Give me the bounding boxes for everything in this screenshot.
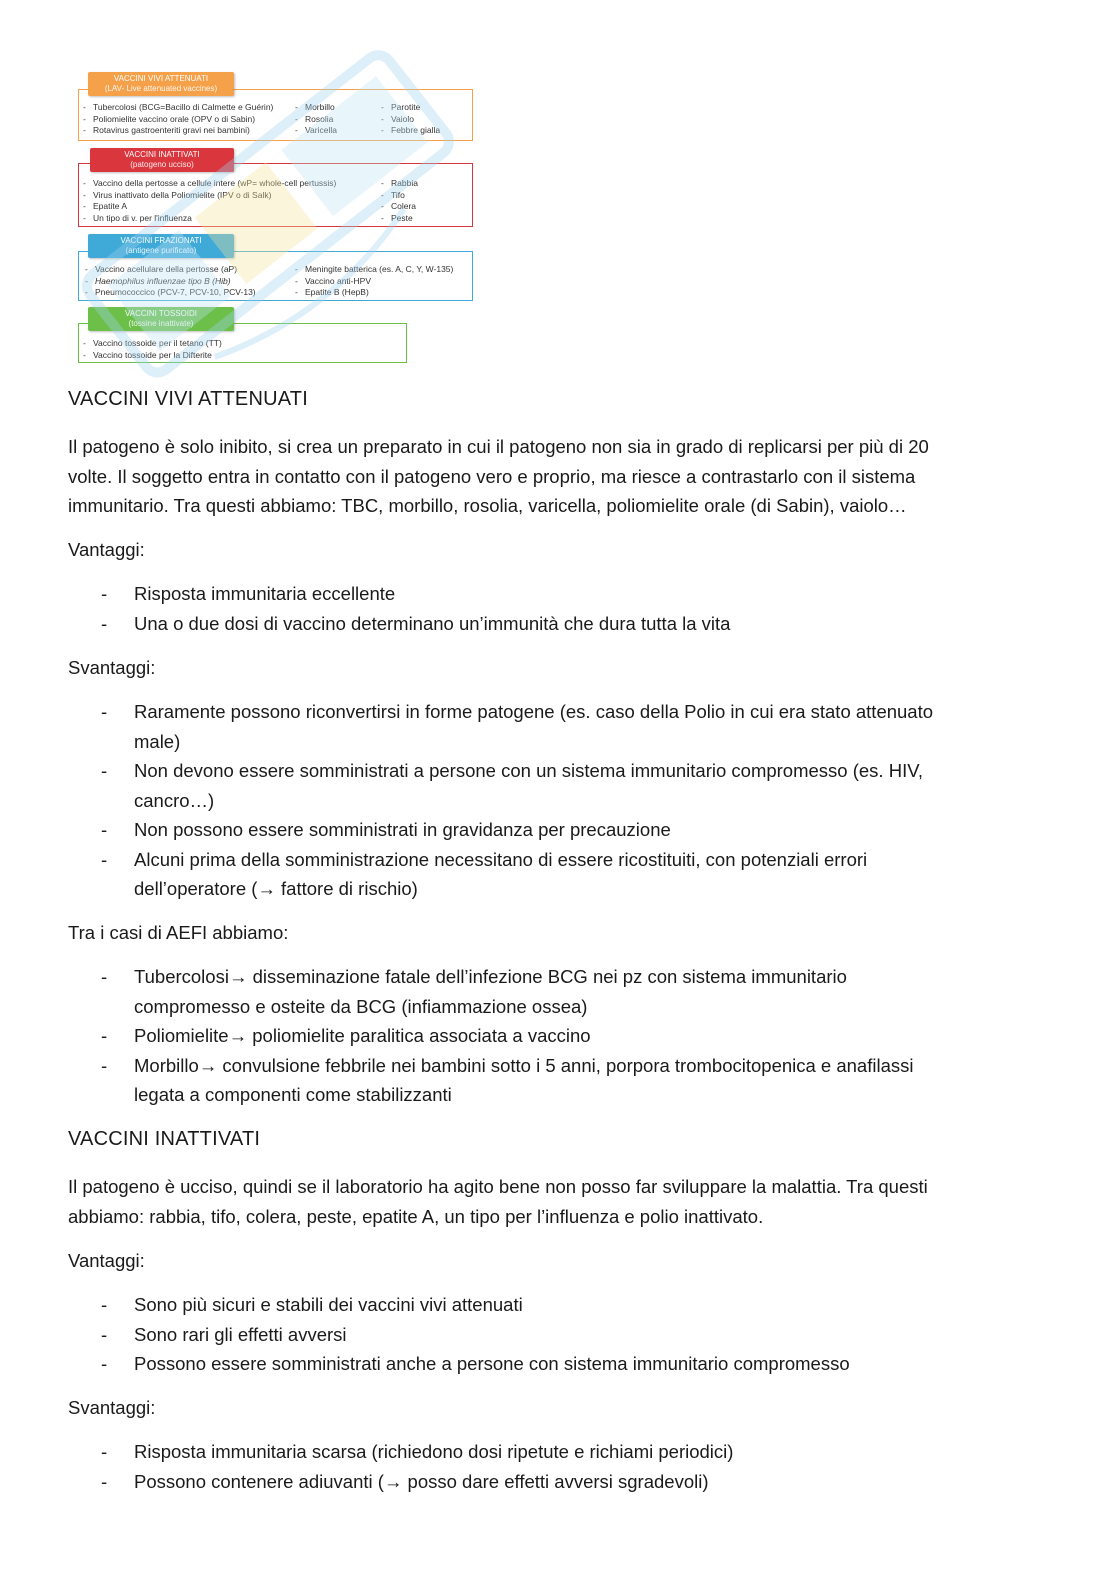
live-vaccines-box bbox=[78, 89, 473, 141]
fractional-vaccines-label bbox=[88, 234, 234, 258]
toxoid-vaccines-subtitle: (tossine inattivate) bbox=[128, 319, 194, 328]
advantages-list bbox=[68, 579, 1048, 638]
list-item: - Vaccino anti-HPV bbox=[295, 276, 453, 288]
list-item: - Rotavirus gastroenteriti gravi nei bambini) bbox=[83, 125, 273, 137]
list-item: - Poliomielite vaccino orale (OPV o di Sabin) bbox=[83, 114, 273, 126]
disadvantages-list bbox=[68, 1437, 1048, 1496]
list-item: - Possono essere somministrati anche a persone con sistema immunitario compromesso bbox=[68, 1349, 1048, 1379]
list-item bbox=[68, 697, 1048, 756]
list-item-line: - Alcuni prima della somministrazione necessitano di essere ricostituiti, con potenziali errori bbox=[134, 848, 868, 870]
list-item: - Meningite batterica (es. A, C, Y, W-135) bbox=[295, 264, 453, 276]
paragraph-line: abbiamo: rabbia, tifo, colera, peste, epatite A, un tipo per l’influenza e polio inattivato. bbox=[68, 1205, 764, 1227]
list-item: - Virus inattivato della Poliomielite (IPV o di Salk) bbox=[83, 190, 336, 202]
paragraph-line: immunitario. Tra questi abbiamo: TBC, morbillo, rosolia, varicella, poliomielite orale (di Sabin), vaiolo… bbox=[68, 495, 907, 516]
list-item bbox=[68, 962, 1048, 1021]
list-item-line: dell’operatore (→ fattore di rischio) bbox=[134, 878, 418, 899]
advantages-label: Vantaggi: bbox=[68, 539, 145, 560]
toxoid-vaccines-label bbox=[88, 307, 234, 331]
list-item: - Risposta immunitaria scarsa (richiedono dosi ripetute e richiami periodici) bbox=[68, 1437, 1048, 1467]
list-item-line: legata a componenti come stabilizzanti bbox=[134, 1084, 452, 1105]
list-item-line: - Non devono essere somministrati a persone con un sistema immunitario compromesso (es. HIV, bbox=[134, 760, 923, 781]
toxoid-vaccines-title: VACCINI TOSSOIDI bbox=[124, 309, 197, 318]
live-vaccines-subtitle: (LAV- Live attenuated vaccines) bbox=[104, 84, 218, 93]
vaccine-types-figure bbox=[76, 70, 476, 365]
list-item: - Morbillo bbox=[295, 102, 337, 114]
list-item: - Vaccino della pertosse a cellule intere (wP= whole-cell pertussis) bbox=[83, 178, 336, 190]
list-item: - Varicella bbox=[295, 125, 337, 137]
aefi-label: Tra i casi di AEFI abbiamo: bbox=[68, 922, 289, 943]
disadvantages-list bbox=[68, 697, 1048, 904]
fractional-vaccines-box bbox=[78, 251, 473, 301]
live-vaccines-label bbox=[88, 72, 234, 96]
list-item: - Un tipo di v. per l'influenza bbox=[83, 213, 336, 225]
fractional-vaccines-title: VACCINI FRAZIONATI bbox=[120, 236, 202, 245]
list-item bbox=[68, 845, 1048, 904]
list-item-line: - Tubercolosi→ disseminazione fatale dell’infezione BCG nei pz con sistema immunitario bbox=[134, 966, 847, 987]
disadvantages-label: Svantaggi: bbox=[68, 1397, 156, 1418]
inactivated-vaccines-title: VACCINI INATTIVATI bbox=[124, 150, 200, 159]
inactivated-vaccines-paragraph bbox=[68, 1172, 1048, 1231]
list-item: - Peste bbox=[381, 213, 418, 225]
fractional-vaccines-subtitle: (antigene purificato) bbox=[125, 246, 197, 255]
list-item: - Parotite bbox=[381, 102, 440, 114]
live-vaccines-paragraph bbox=[68, 432, 1048, 521]
list-item: - Epatite A bbox=[83, 201, 336, 213]
list-item-line: - Morbillo→ convulsione febbrile nei bambini sotto i 5 anni, porpora trombocitopenica e anafilassi bbox=[134, 1054, 914, 1076]
list-item: - Vaccino acellulare della pertosse (aP) bbox=[85, 264, 256, 276]
list-item: - Risposta immunitaria eccellente bbox=[68, 579, 1048, 609]
list-item bbox=[68, 1051, 1048, 1110]
paragraph-line: volte. Il soggetto entra in contatto con il patogeno vero e proprio, ma riesce a contrastarlo con il sistema bbox=[68, 465, 916, 487]
list-item: - Tubercolosi (BCG=Bacillo di Calmette e Guérin) bbox=[83, 102, 273, 114]
advantages-list bbox=[68, 1290, 1048, 1379]
list-item: - Tifo bbox=[381, 190, 418, 202]
section-heading-live-vaccines: VACCINI VIVI ATTENUATI bbox=[68, 388, 308, 410]
list-item: - Rabbia bbox=[381, 178, 418, 190]
aefi-list bbox=[68, 962, 1048, 1110]
disadvantages-label: Svantaggi: bbox=[68, 657, 156, 678]
list-item: - Sono più sicuri e stabili dei vaccini vivi attenuati bbox=[68, 1290, 1048, 1320]
inactivated-vaccines-box bbox=[78, 163, 473, 227]
list-item: - Vaiolo bbox=[381, 114, 440, 126]
list-item bbox=[68, 756, 1048, 815]
paragraph-line: Il patogeno è solo inibito, si crea un preparato in cui il patogeno non sia in grado di replicarsi per più di 20 bbox=[68, 436, 929, 457]
list-item: - Haemophilus influenzae tipo B (Hib) bbox=[85, 276, 256, 288]
inactivated-vaccines-label bbox=[90, 148, 234, 172]
list-item-line: - Poliomielite→ poliomielite paralitica associata a vaccino bbox=[134, 1025, 591, 1046]
list-item: - Una o due dosi di vaccino determinano un’immunità che dura tutta la vita bbox=[68, 609, 1048, 639]
section-heading-inactivated-vaccines: VACCINI INATTIVATI bbox=[68, 1128, 261, 1150]
list-item: - Colera bbox=[381, 201, 418, 213]
list-item-line: cancro…) bbox=[134, 789, 215, 811]
list-item-line: compromesso e osteite da BCG (infiammazione ossea) bbox=[134, 995, 588, 1017]
inactivated-vaccines-subtitle: (patogeno ucciso) bbox=[130, 160, 194, 169]
list-item: - Pneumococcico (PCV-7, PCV-10, PCV-13) bbox=[85, 287, 256, 299]
paragraph-line: Il patogeno è ucciso, quindi se il laboratorio ha agito bene non posso far sviluppare la malattia. Tra questi bbox=[68, 1176, 928, 1197]
list-item: - Vaccino tossoide per il tetano (TT) bbox=[83, 338, 222, 350]
list-item: - Vaccino tossoide per la Difterite bbox=[83, 350, 222, 362]
list-item-line: - Non possono essere somministrati in gravidanza per precauzione bbox=[134, 819, 671, 840]
list-item bbox=[68, 815, 1048, 845]
list-item: - Sono rari gli effetti avversi bbox=[68, 1320, 1048, 1350]
list-item: - Rosolia bbox=[295, 114, 337, 126]
list-item-line: - Raramente possono riconvertirsi in forme patogene (es. caso della Polio in cui era stato attenuato bbox=[134, 701, 934, 722]
list-item: - Febbre gialla bbox=[381, 125, 440, 137]
list-item-line: male) bbox=[134, 730, 181, 752]
list-item: - Epatite B (HepB) bbox=[295, 287, 453, 299]
advantages-label: Vantaggi: bbox=[68, 1250, 145, 1271]
live-vaccines-title: VACCINI VIVI ATTENUATI bbox=[113, 74, 209, 83]
list-item: - Possono contenere adiuvanti (→ posso dare effetti avversi sgradevoli) bbox=[68, 1467, 1048, 1497]
list-item bbox=[68, 1021, 1048, 1051]
